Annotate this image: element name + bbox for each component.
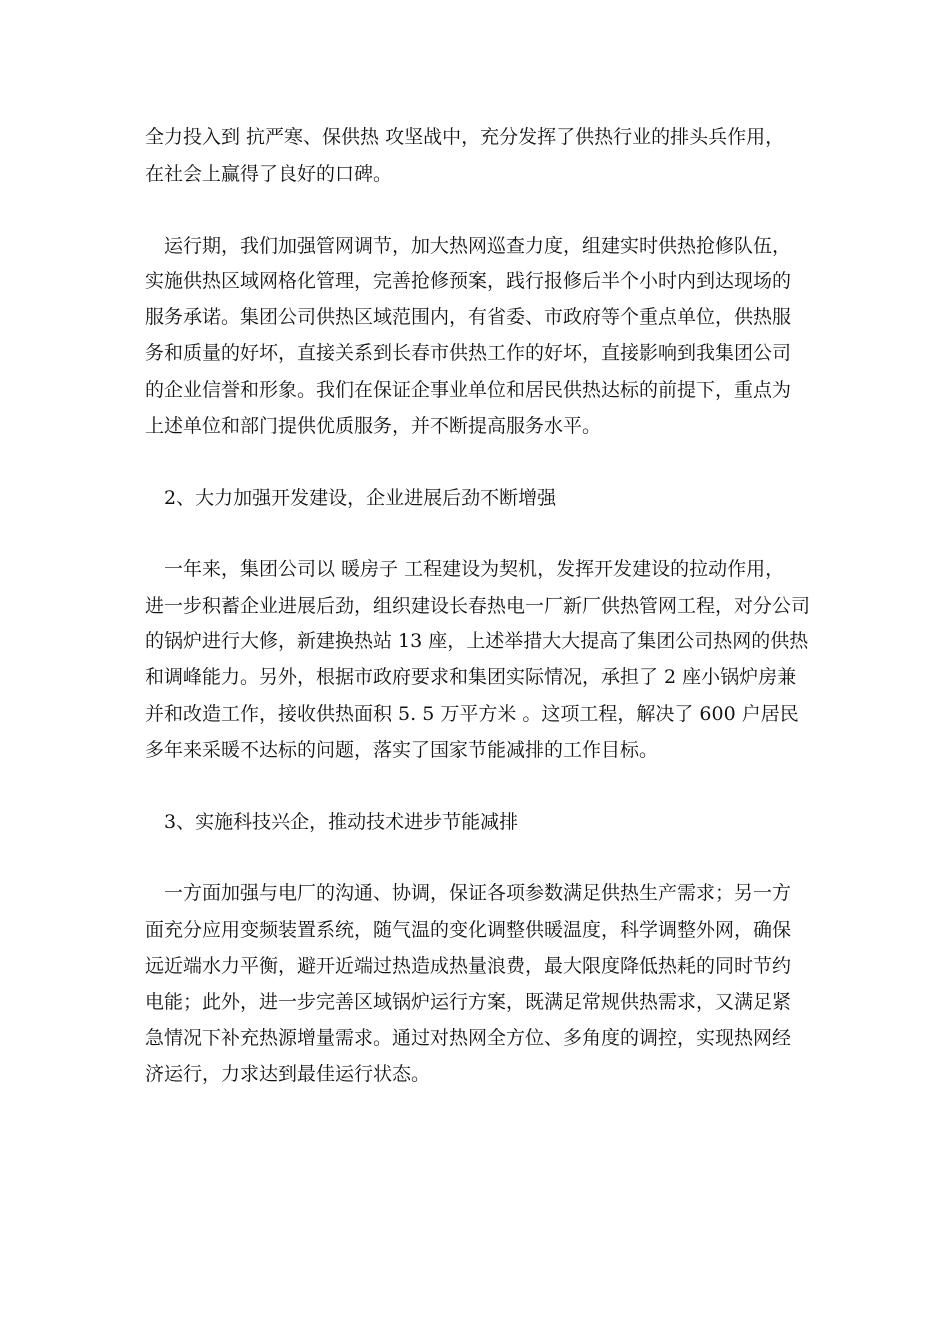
paragraph-line: 运行期，我们加强管网调节，加大热网巡查力度，组建实时供热抢修队伍， — [164, 235, 792, 257]
paragraph-line: 全力投入到 抗严寒、保供热 攻坚战中，充分发挥了供热行业的排头兵作用， — [145, 126, 785, 148]
paragraph-line: 服务承诺。集团公司供热区域范围内，有省委、市政府等个重点单位，供热服 — [145, 306, 792, 328]
paragraph-line: 一年来，集团公司以 暖房子 工程建设为契机，发挥开发建设的拉动作用， — [164, 558, 785, 580]
paragraph-line: 济运行，力求达到最佳运行状态。 — [145, 1063, 431, 1085]
section-heading: 2、大力加强开发建设，企业进展后劲不断增强 — [164, 487, 557, 509]
paragraph-line: 上述单位和部门提供优质服务，并不断提高服务水平。 — [145, 415, 602, 437]
paragraph-line: 的企业信誉和形象。我们在保证企事业单位和居民供热达标的前提下，重点为 — [145, 379, 792, 401]
paragraph-line: 一方面加强与电厂的沟通、协调，保证各项参数满足供热生产需求；另一方 — [164, 882, 792, 904]
paragraph-line: 和调峰能力。另外，根据市政府要求和集团实际情况，承担了 2 座小锅炉房兼 — [145, 666, 797, 688]
paragraph-line: 进一步积蓄企业进展后劲，组织建设长春热电一厂新厂供热管网工程，对分公司 — [145, 595, 811, 617]
paragraph-line: 多年来采暖不达标的问题，落实了国家节能减排的工作目标。 — [145, 739, 659, 761]
paragraph-line: 面充分应用变频装置系统，随气温的变化调整供暖温度，科学调整外网，确保 — [145, 919, 792, 941]
section-heading: 3、实施科技兴企，推动技术进步节能减排 — [164, 811, 519, 833]
paragraph-line: 电能；此外，进一步完善区域锅炉运行方案，既满足常规供热需求，又满足紧 — [145, 991, 792, 1013]
paragraph-line: 并和改造工作，接收供热面积 5. 5 万平方米 。这项工程，解决了 600 户居民 — [145, 703, 799, 725]
paragraph-line: 远近端水力平衡，避开近端过热造成热量浪费，最大限度降低热耗的同时节约 — [145, 955, 792, 977]
paragraph-line: 的锅炉进行大修，新建换热站 13 座，上述举措大大提高了集团公司热网的供热 — [145, 630, 809, 652]
paragraph-line: 实施供热区域网格化管理，完善抢修预案，践行报修后半个小时内到达现场的 — [145, 270, 792, 292]
paragraph-line: 急情况下补充热源增量需求。通过对热网全方位、多角度的调控，实现热网经 — [145, 1027, 792, 1049]
paragraph-line: 在社会上赢得了良好的口碑。 — [145, 163, 393, 185]
paragraph-line: 务和质量的好坏，直接关系到长春市供热工作的好坏，直接影响到我集团公司 — [145, 342, 792, 364]
